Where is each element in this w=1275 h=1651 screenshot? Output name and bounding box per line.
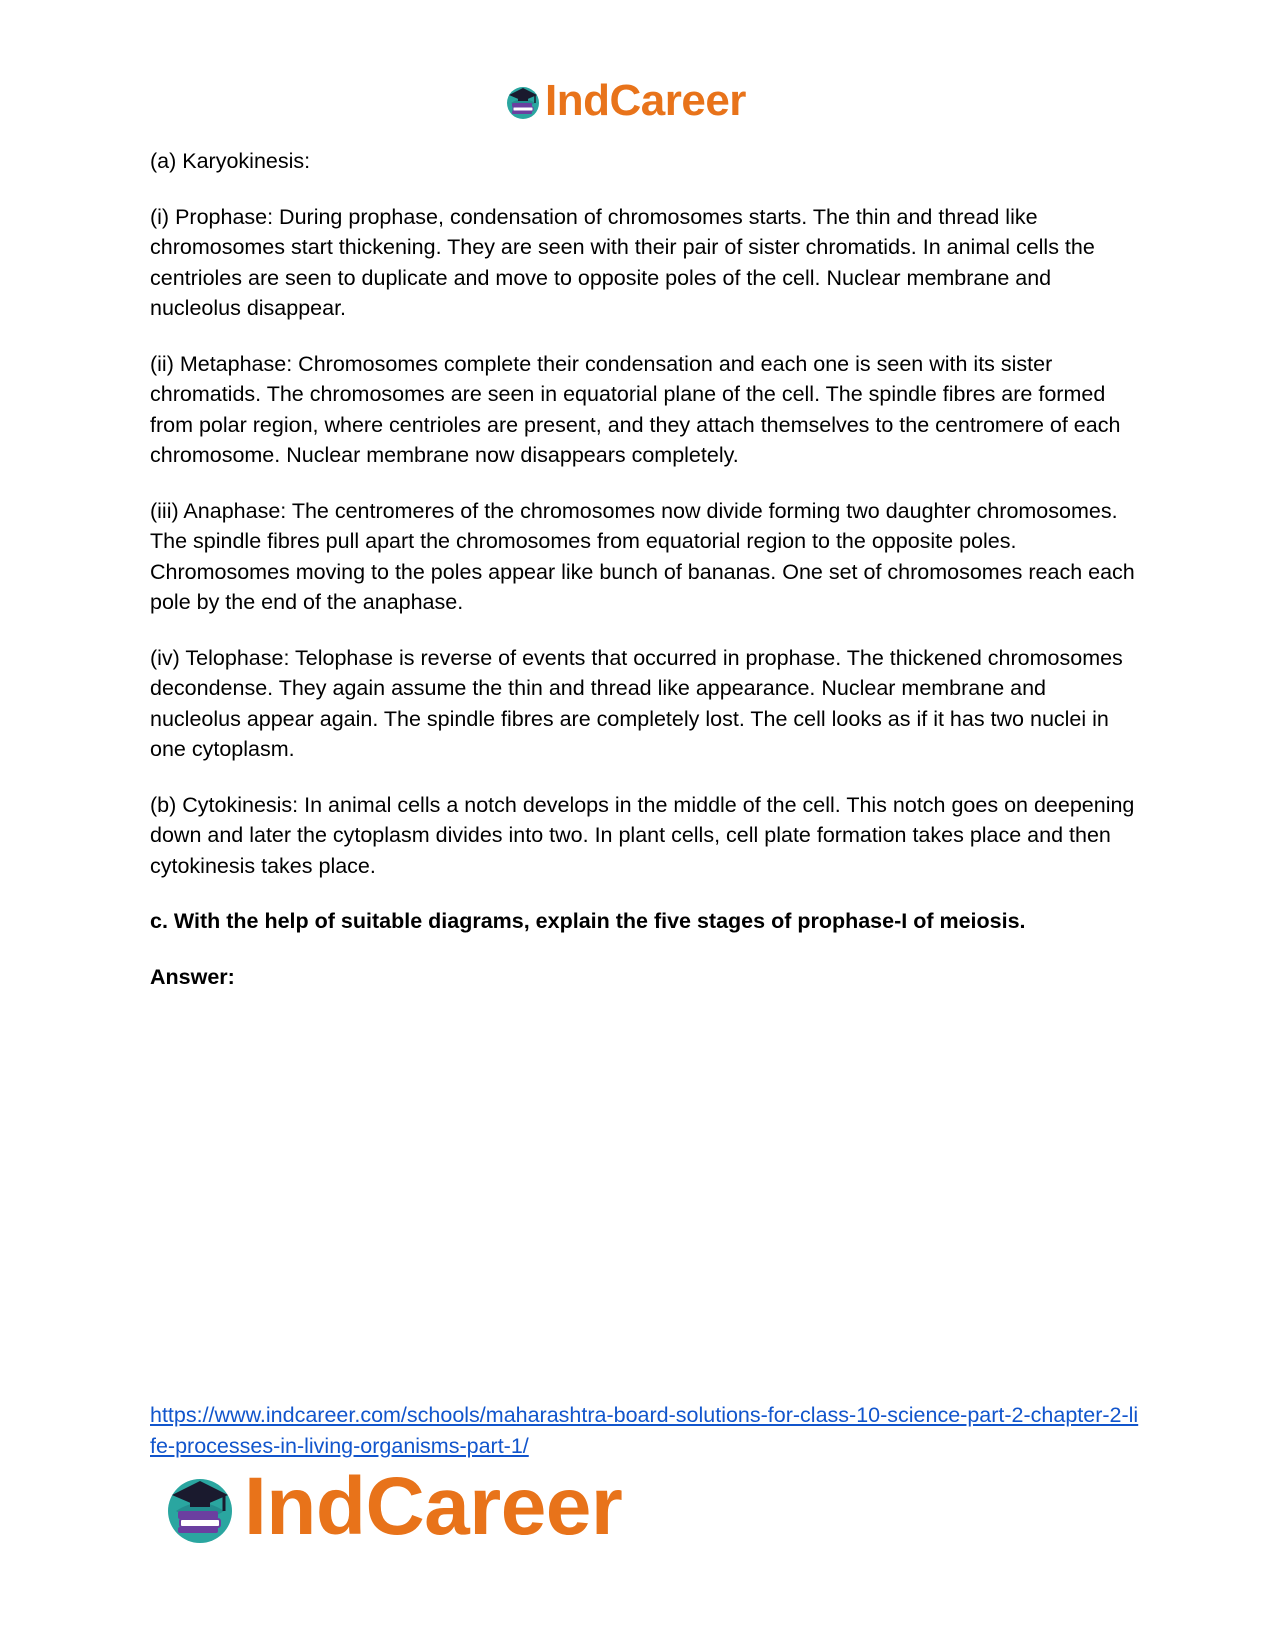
graduation-globe-icon xyxy=(160,1467,240,1547)
header-logo-text: IndCareer xyxy=(545,76,746,125)
paragraph-metaphase: (ii) Metaphase: Chromosomes complete their condensation and each one is seen with its sister chromatids. The chromosomes are seen in equatorial plane of the cell. The spindle fibres are formed from polar region, where centrioles are present, and they attach themselves to the centromere of each chromosome. Nuclear membrane now disappears completely. xyxy=(150,351,1121,467)
source-link-block xyxy=(150,1400,1140,1461)
header-logo xyxy=(503,76,746,126)
footer-logo-text: IndCareer xyxy=(244,1461,623,1552)
paragraph-telophase: (iv) Telophase: Telophase is reverse of events that occurred in prophase. The thickened chromosomes decondense. They again assume the thin and thread like appearance. Nuclear membrane and nucleolus appear again. The spindle fibres are completely lost. The cell looks as if it has two nuclei in one cytoplasm. xyxy=(150,645,1123,761)
source-link[interactable]: https://www.indcareer.com/schools/maharashtra-board-solutions-for-class-10-science-part-2-chapter-2-life-processes-in-living-organisms-part-1/ xyxy=(150,1403,1139,1458)
paragraph-anaphase: (iii) Anaphase: The centromeres of the chromosomes now divide forming two daughter chromosomes. The spindle fibres pull apart the chromosomes from equatorial region to the opposite poles. Chromosomes moving to the poles appear like bunch of bananas. One set of chromosomes reach each pole by the end of the anaphase. xyxy=(150,498,1135,614)
graduation-globe-icon xyxy=(503,81,543,121)
footer-logo xyxy=(160,1462,622,1552)
question-heading: c. With the help of suitable diagrams, explain the five stages of prophase-I of meiosis. xyxy=(150,909,1026,933)
paragraph-prophase: (i) Prophase: During prophase, condensation of chromosomes starts. The thin and thread like chromosomes start thickening. They are seen with their pair of sister chromatids. In animal cells the centrioles are seen to duplicate and move to opposite poles of the cell. Nuclear membrane and nucleolus disappear. xyxy=(150,204,1095,320)
paragraph-cytokinesis: (b) Cytokinesis: In animal cells a notch develops in the middle of the cell. This notch goes on deepening down and later the cytoplasm divides into two. In plant cells, cell plate formation takes place and then cytokinesis takes place. xyxy=(150,792,1135,878)
answer-label: Answer: xyxy=(150,964,235,989)
document-body xyxy=(150,146,1135,1017)
paragraph-karyokinesis: (a) Karyokinesis: xyxy=(150,149,311,173)
